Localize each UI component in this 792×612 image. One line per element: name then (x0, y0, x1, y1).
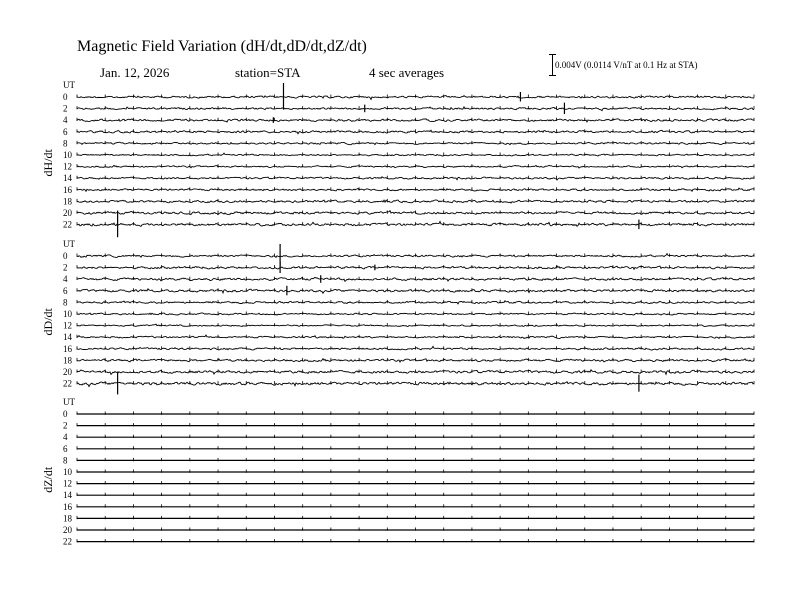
panel-ylabel-3: dZ/dt (41, 466, 55, 493)
row-label-3-9: 18 (63, 513, 72, 524)
row-label-3-11: 22 (63, 536, 72, 547)
row-label-1-7: 14 (63, 173, 72, 184)
station-label: station=STA (235, 65, 301, 80)
row-label-1-11: 22 (63, 219, 72, 230)
row-label-1-3: 6 (63, 126, 68, 137)
row-label-2-3: 6 (63, 285, 68, 296)
row-label-2-9: 18 (63, 355, 72, 366)
scale-note: 0.004V (0.0114 V/nT at 0.1 Hz at STA) (555, 60, 698, 70)
trace-line (77, 165, 754, 168)
row-label-1-10: 20 (63, 208, 72, 218)
row-label-3-5: 10 (63, 467, 72, 477)
row-label-3-2: 4 (63, 432, 68, 443)
row-label-1-2: 4 (63, 115, 68, 126)
row-label-3-4: 8 (63, 455, 68, 466)
row-label-2-1: 2 (63, 262, 68, 273)
date-label: Jan. 12, 2026 (100, 65, 170, 80)
row-label-3-6: 12 (63, 478, 72, 489)
row-label-3-3: 6 (63, 443, 68, 454)
row-label-1-4: 8 (63, 138, 68, 149)
row-label-1-9: 18 (63, 196, 72, 207)
row-label-1-5: 10 (63, 150, 72, 160)
row-label-2-6: 12 (63, 320, 72, 331)
row-label-2-7: 14 (63, 332, 72, 343)
row-label-1-0: 0 (63, 92, 68, 102)
ut-label-2: UT (63, 239, 75, 249)
chart-title: Magnetic Field Variation (dH/dt,dD/dt,dZ/dt) (77, 38, 367, 55)
row-label-3-10: 20 (63, 525, 72, 535)
row-label-3-7: 14 (63, 490, 72, 501)
panel-ylabel-2: dD/dt (41, 308, 55, 336)
ut-label-3: UT (63, 397, 75, 407)
panel-ylabel-1: dH/dt (41, 149, 55, 177)
row-label-2-11: 22 (63, 378, 72, 389)
row-label-2-10: 20 (63, 367, 72, 377)
row-label-1-8: 16 (63, 184, 72, 195)
row-label-2-2: 4 (63, 274, 68, 285)
row-label-3-1: 2 (63, 420, 68, 431)
row-label-1-1: 2 (63, 103, 68, 114)
row-label-2-4: 8 (63, 297, 68, 308)
row-label-2-8: 16 (63, 343, 72, 354)
row-label-1-6: 12 (63, 161, 72, 172)
row-label-3-8: 16 (63, 501, 72, 512)
row-label-2-0: 0 (63, 251, 68, 261)
averages-label: 4 sec averages (369, 65, 445, 80)
ut-label-1: UT (63, 80, 75, 90)
row-label-3-0: 0 (63, 409, 68, 419)
row-label-2-5: 10 (63, 309, 72, 319)
